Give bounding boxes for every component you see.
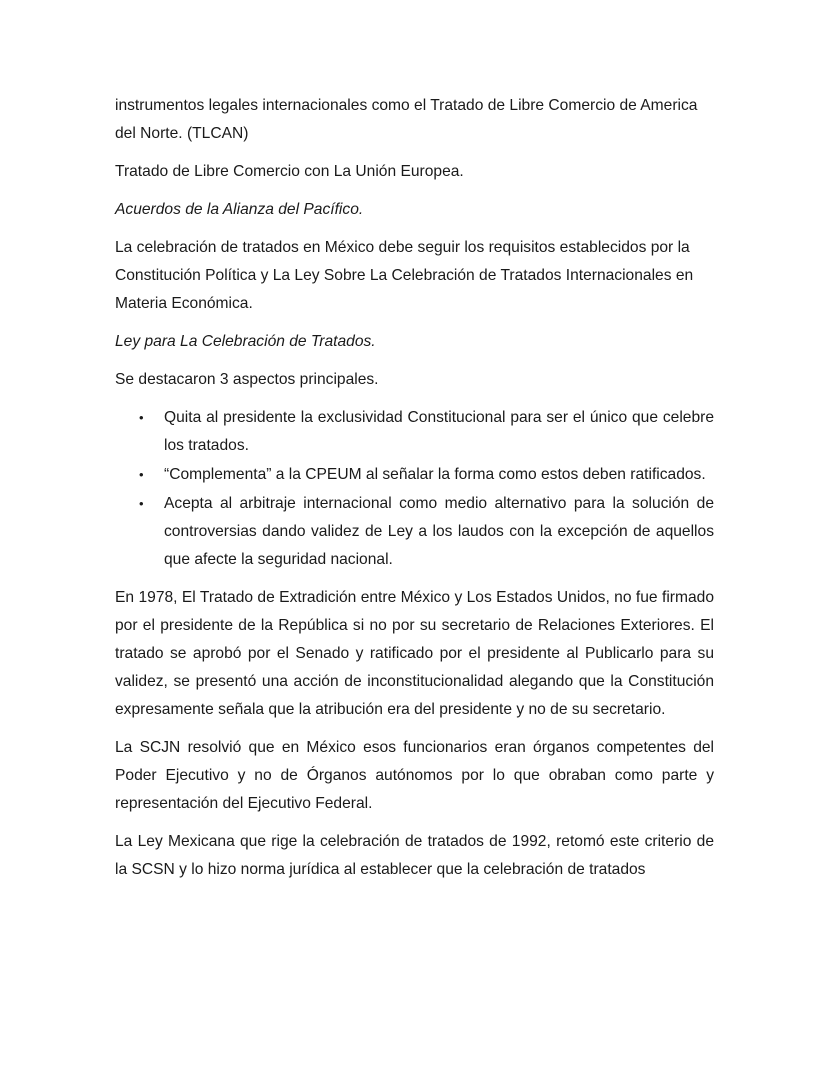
- paragraph-extradicion-1978: En 1978, El Tratado de Extradición entre México y Los Estados Unidos, no fue firmado por el presidente de la República si no por su secretario de Relaciones Exteriores. El tratado se aprobó por el Senado y ratificado por el presidente al Publicarlo para su validez, se presentó una acción de inconstitucionalidad alegando que la Constitución expresamente señala que la atribución era del presidente y no de su secretario.: [115, 589, 714, 718]
- paragraph-aspectos: Se destacaron 3 aspectos principales.: [115, 371, 379, 388]
- aspects-bullet-list: [115, 404, 714, 574]
- list-item: [115, 490, 714, 574]
- heading-ley-celebracion: Ley para La Celebración de Tratados.: [115, 333, 376, 350]
- bullet-icon: •: [139, 410, 144, 425]
- paragraph-tlcan: instrumentos legales internacionales como el Tratado de Libre Comercio de America del Norte. (TLCAN): [115, 97, 698, 142]
- heading-alianza-pacifico: Acuerdos de la Alianza del Pacífico.: [115, 201, 364, 218]
- paragraph-celebracion-tratados: La celebración de tratados en México debe seguir los requisitos establecidos por la Constitución Política y La Ley Sobre La Celebración de Tratados Internacionales en Materia Económica.: [115, 239, 694, 312]
- list-item-text: Quita al presidente la exclusividad Constitucional para ser el único que celebre los tratados.: [164, 409, 714, 454]
- document-page: [115, 92, 714, 894]
- paragraph-union-europea: Tratado de Libre Comercio con La Unión Europea.: [115, 163, 464, 180]
- list-item-text: “Complementa” a la CPEUM al señalar la forma como estos deben ratificados.: [164, 466, 706, 483]
- list-item: [115, 461, 714, 489]
- list-item: [115, 404, 714, 460]
- paragraph-scjn: La SCJN resolvió que en México esos funcionarios eran órganos competentes del Poder Ejecutivo y no de Órganos autónomos por lo que obraban como parte y representación del Ejecutivo Federal.: [115, 739, 714, 812]
- bullet-icon: •: [139, 467, 144, 482]
- list-item-text: Acepta al arbitraje internacional como medio alternativo para la solución de controversias dando validez de Ley a los laudos con la excepción de aquellos que afecte la seguridad nacional.: [164, 495, 714, 568]
- bullet-icon: •: [139, 496, 144, 511]
- paragraph-ley-1992: La Ley Mexicana que rige la celebración de tratados de 1992, retomó este criterio de la SCSN y lo hizo norma jurídica al establecer que la celebración de tratados: [115, 833, 714, 878]
